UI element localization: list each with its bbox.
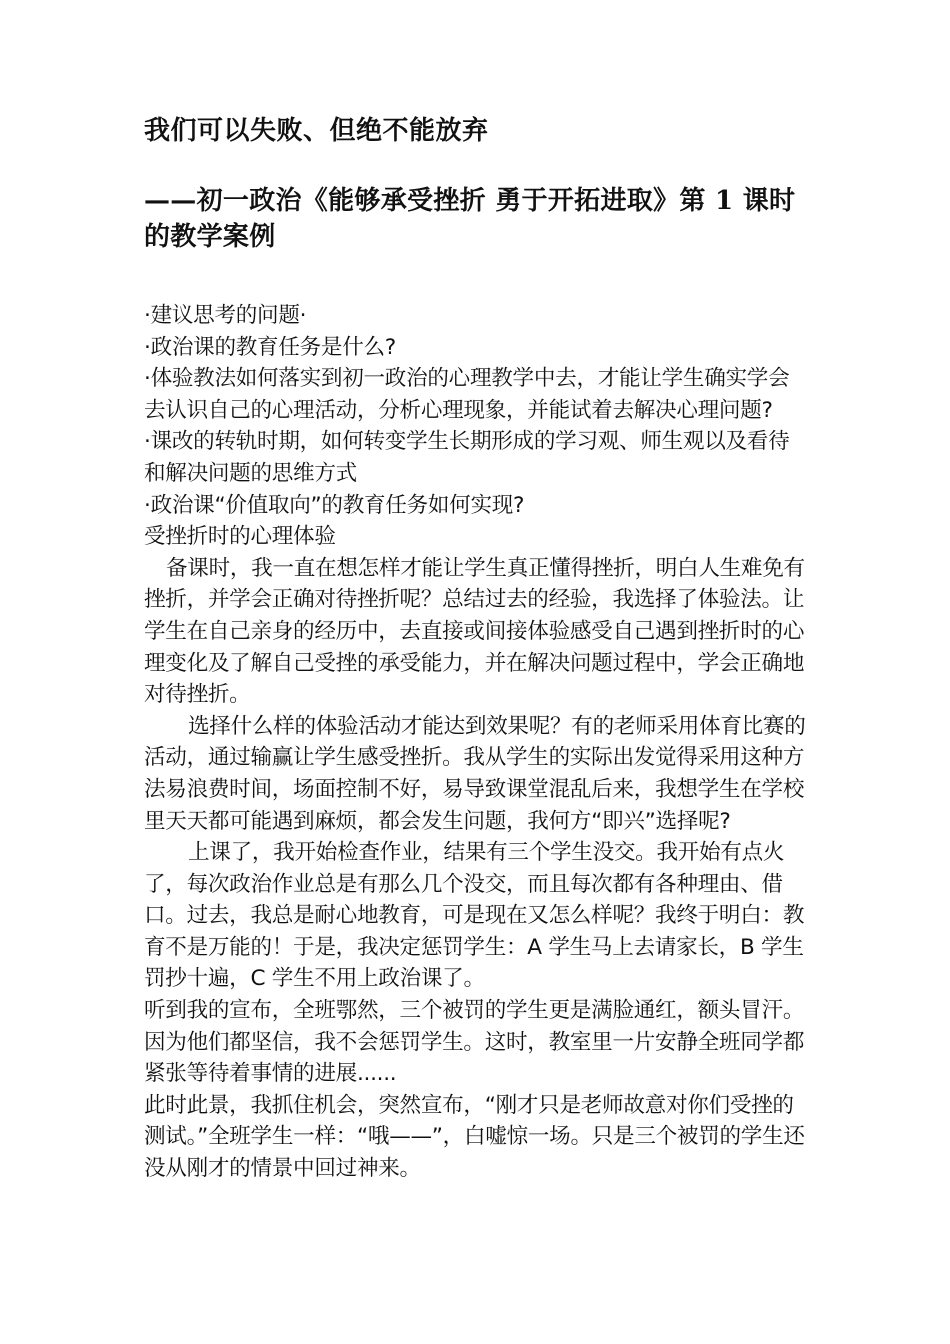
document-body [144,300,810,1185]
question-item: ·体验教法如何落实到初一政治的心理教学中去，才能让学生确实学会去认识自己的心理活动，分析心理现象，并能试着去解决心理问题? [144,366,790,423]
section-heading: 受挫折时的心理体验 [144,524,336,550]
question-heading: ·建议思考的问题· [144,303,307,328]
document-title: 我们可以失败、但绝不能放弃 [144,116,489,146]
body-paragraph: 备课时，我一直在想怎样才能让学生真正懂得挫折，明白人生难免有挫折，并学会正确对待挫折呢？总结过去的经验，我选择了体验法。让学生在自己亲身的经历中，去直接或间接体验感受自己遇到挫折时的心理变化及了解自己受挫的承受能力，并在解决问题过程中，学会正确地对待挫折。 [144,555,805,708]
body-paragraph: 此时此景，我抓住机会，突然宣布，“刚才只是老师故意对你们受挫的测试。”全班学生一样：“哦——”，白嘘惊一场。只是三个被罚的学生还没从刚才的情景中回过神来。 [144,1092,805,1182]
question-item: ·政治课“价值取向”的教育任务如何实现? [144,492,525,518]
body-paragraph: 选择什么样的体验活动才能达到效果呢？有的老师采用体育比赛的活动，通过输赢让学生感受挫折。我从学生的实际出发觉得采用这种方法易浪费时间，场面控制不好，易导致课堂混乱后来，我想学生在学校里天天都可能遇到麻烦，都会发生问题，我何方“即兴”选择呢? [144,713,806,834]
document-subtitle: ——初一政治《能够承受挫折 勇于开拓进取》第 1 课时的教学案例 [144,186,796,252]
body-paragraph: 听到我的宣布，全班鄂然，三个被罚的学生更是满脸通红，额头冒汗。因为他们都坚信，我不会惩罚学生。这时，教室里一片安静全班同学都紧张等待着事情的进展...... [144,998,805,1087]
body-paragraph: 上课了，我开始检查作业，结果有三个学生没交。我开始有点火了，每次政治作业总是有那么几个没交，而且每次都有各种理由、借口。过去，我总是耐心地教育，可是现在又怎么样呢？我终于明白：教育不是万能的！于是，我决定惩罚学生：A 学生马上去请家长，B 学生罚抄十遍，C 学生不用上政治课了。 [144,840,805,992]
question-item: ·政治课的教育任务是什么? [144,334,396,360]
document-content [144,108,810,1185]
question-item: ·课改的转轨时期，如何转变学生长期形成的学习观、师生观以及看待和解决问题的思维方式 [144,429,790,486]
